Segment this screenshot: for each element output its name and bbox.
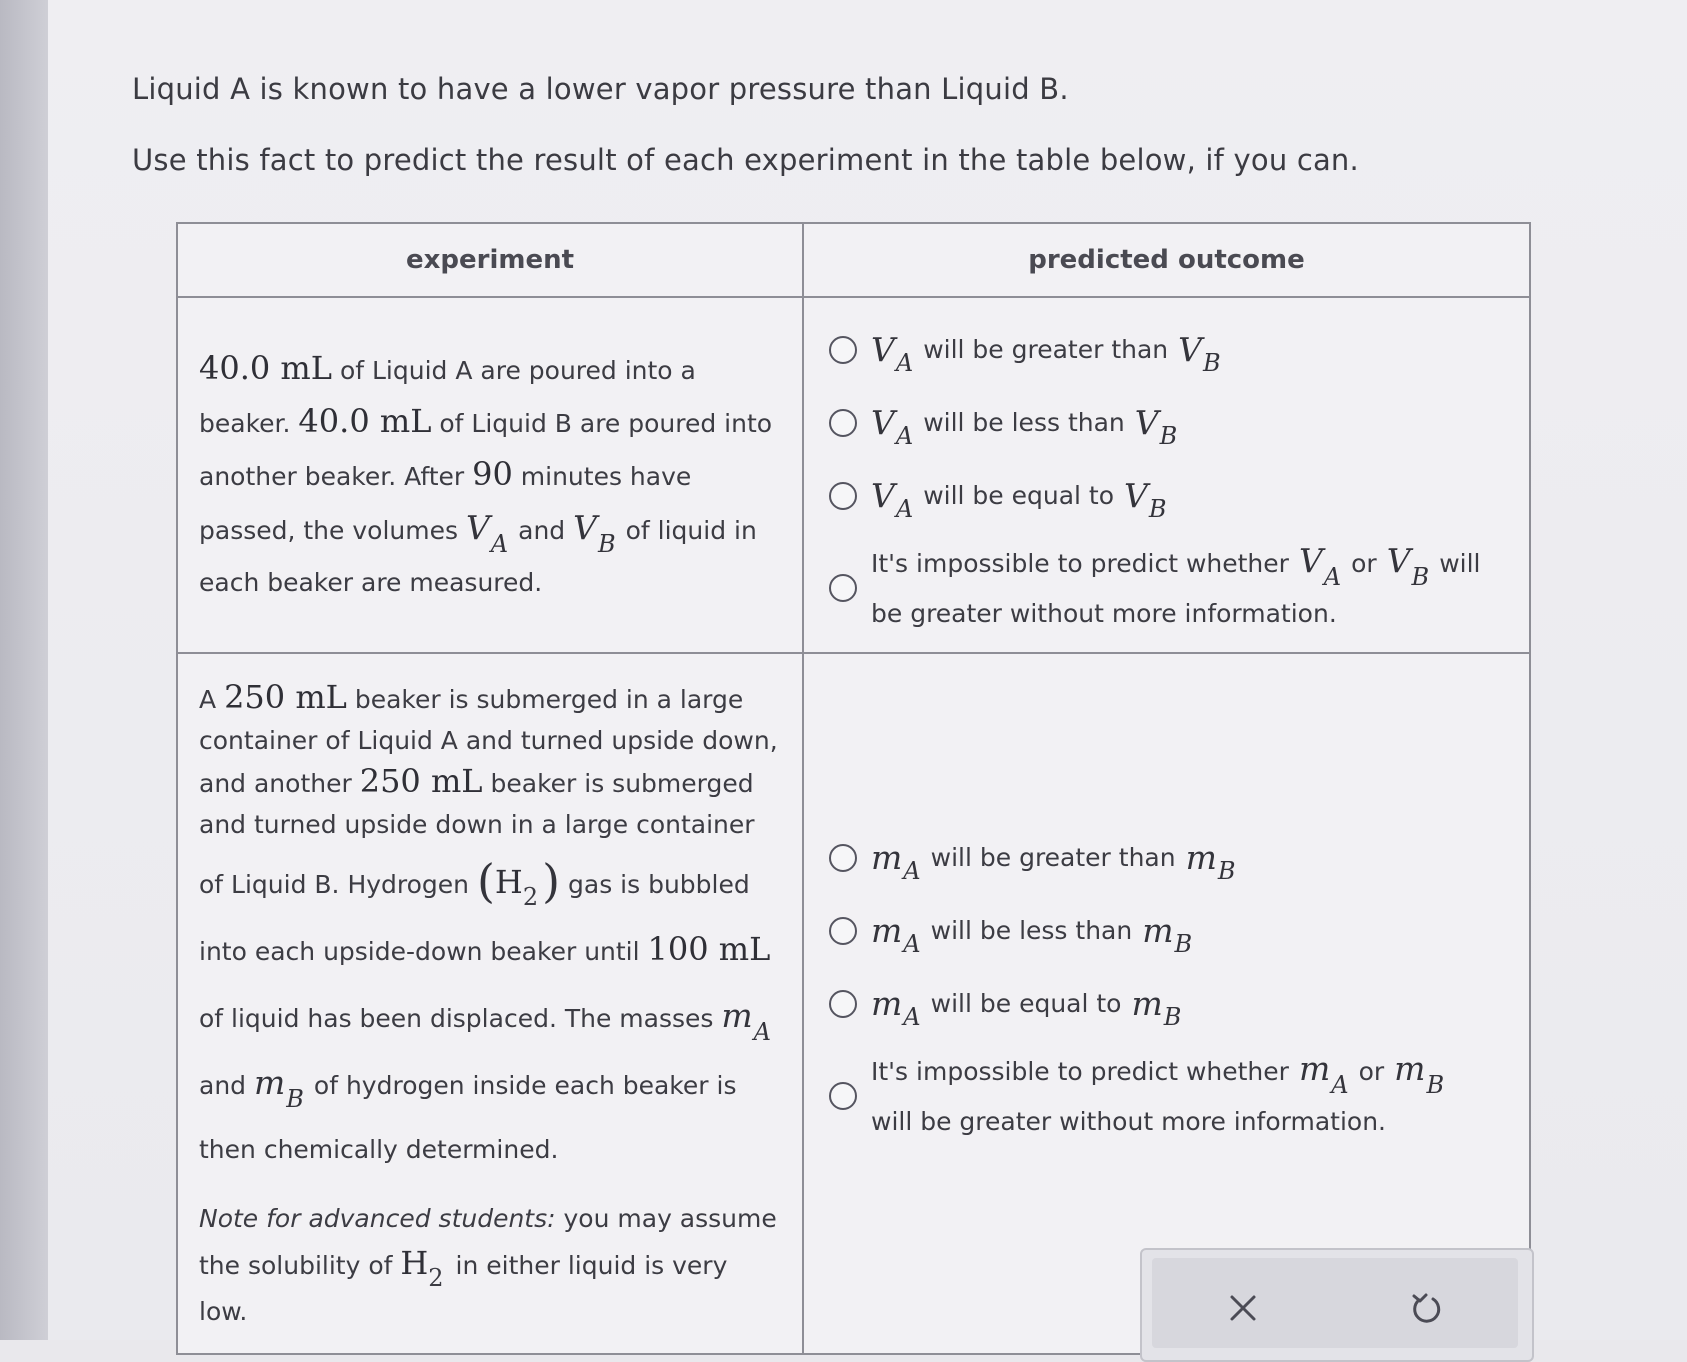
table-header-row xyxy=(177,223,1530,297)
header-predicted-outcome: predicted outcome xyxy=(803,223,1530,297)
quantity: 40.0 mL xyxy=(199,349,333,387)
experiment-1-description: 40.0 mL of Liquid A are poured into a beaker. 40.0 mL of Liquid B are poured into another beaker. After 90 minutes have passed, the volumes VA and VB of liquid in each beaker are measured. xyxy=(177,297,803,653)
undo-icon[interactable] xyxy=(1406,1288,1446,1328)
quantity: 40.0 mL xyxy=(298,402,432,440)
radio-button[interactable] xyxy=(829,482,857,510)
intro-instruction: Use this fact to predict the result of each experiment in the table below, if you can. xyxy=(132,143,1359,177)
radio-button[interactable] xyxy=(829,336,857,364)
experiment-2-description: A 250 mL beaker is submerged in a large container of Liquid A and turned upside down, and another 250 mL beaker is submerged and turned upside down in a large container of Liquid B. Hydrogen (H2) gas is bubbled into each upside-down beaker until 100 mL of liquid has been displaced. The masses mA and mB of hydrogen inside each beaker is then chemically determined. Note for advanced students: you may assume the solubility of H2 in either liquid is very low. xyxy=(177,653,803,1354)
quantity: 90 xyxy=(472,455,513,493)
header-experiment: experiment xyxy=(177,223,803,297)
advanced-note: Note for advanced students: you may assume the solubility of H2 in either liquid is very low. xyxy=(199,1204,777,1326)
answer-toolbar-inner xyxy=(1152,1258,1518,1348)
radio-button[interactable] xyxy=(829,1082,857,1110)
experiment-1-options xyxy=(803,297,1530,653)
radio-button[interactable] xyxy=(829,990,857,1018)
option-ma-equal[interactable]: m A will be equal to m B xyxy=(829,967,1508,1040)
option-ma-greater[interactable]: m A will be greater than m B xyxy=(829,821,1508,894)
close-icon[interactable] xyxy=(1223,1288,1263,1328)
option-va-greater[interactable]: V A will be greater than V B xyxy=(829,313,1508,386)
radio-button[interactable] xyxy=(829,917,857,945)
option-va-less[interactable]: V A will be less than V B xyxy=(829,386,1508,459)
intro-statement: Liquid A is known to have a lower vapor pressure than Liquid B. xyxy=(132,72,1069,106)
radio-button[interactable] xyxy=(829,574,857,602)
experiment-table xyxy=(176,222,1531,1355)
radio-button[interactable] xyxy=(829,844,857,872)
table-row xyxy=(177,297,1530,653)
left-edge-strip xyxy=(0,0,48,1340)
option-m-impossible[interactable]: It's impossible to predict whether mA or mB will be greater without more information. xyxy=(829,1044,1508,1147)
option-va-equal[interactable]: V A will be equal to V B xyxy=(829,459,1508,532)
radio-button[interactable] xyxy=(829,409,857,437)
option-v-impossible[interactable]: It's impossible to predict whether VA or VB will be greater without more information. xyxy=(829,536,1508,639)
option-ma-less[interactable]: m A will be less than m B xyxy=(829,894,1508,967)
